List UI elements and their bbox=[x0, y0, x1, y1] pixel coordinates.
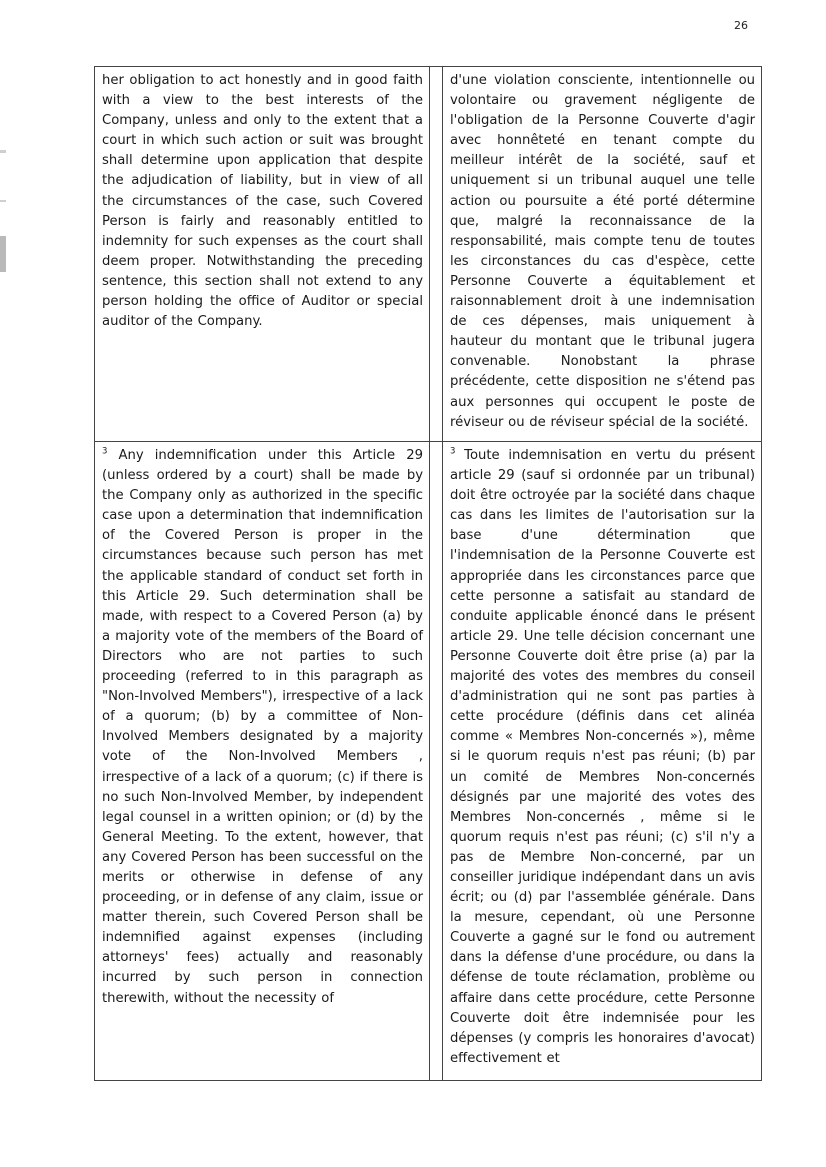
column-separator bbox=[430, 67, 443, 442]
french-text-cell bbox=[443, 442, 762, 1081]
paragraph-number: 3 bbox=[102, 446, 108, 457]
english-paragraph: her obligation to act honestly and in good faith with a view to the best interests of the Company, unless and only to the extent that a court in which such action or suit was brought shall determine upon application that despite the adjudication of liability, but in view of all the circumstances of the case, such Covered Person is fairly and reasonably entitled to indemnity for such expenses as the court shall deem proper. Notwithstanding the preceding sentence, this section shall not extend to any person holding the office of Auditor or special auditor of the Company. bbox=[102, 73, 423, 330]
table-row bbox=[95, 442, 762, 1081]
scan-artifact bbox=[0, 200, 6, 202]
scan-artifact bbox=[0, 150, 6, 153]
french-text-cell bbox=[443, 67, 762, 442]
english-paragraph: Any indemnification under this Article 29 (unless ordered by a court) shall be made by the Company only as authorized in the specific case upon a determination that indemnification of the Covered Person is proper in the circumstances because such person has met the applicable standard of conduct set forth in this Article 29. Such determination shall be made, with respect to a Covered Person (a) by a majority vote of the members of the Board of Directors who are not parties to such proceeding (referred to in this paragraph as "Non-Involved Members"), irrespective of a lack of a quorum; (b) by a committee of Non-Involved Members designated by a majority vote of the Non-Involved Members , irrespective of a lack of a quorum; (c) if there is no such Non-Involved Member, by independent legal counsel in a written opinion; or (d) by the General Meeting. To the extent, however, that any Covered Person has been successful on the merits or otherwise in defense of any proceeding, or in defense of any claim, issue or matter therein, such Covered Person shall be indemnified against expenses (including attorneys' fees) actually and reasonably incurred by such person in connection therewith, without the necessity of bbox=[102, 448, 423, 1006]
english-text-cell bbox=[95, 67, 430, 442]
french-paragraph: Toute indemnisation en vertu du présent article 29 (sauf si ordonnée par un tribunal) doit être octroyée par la société dans chaque cas dans les limites de l'autorisation sur la base d'une détermination que l'indemnisation de la Personne Couverte est appropriée dans les circonstances parce que cette personne a satisfait au standard de conduite applicable énoncé dans le présent article 29. Une telle décision concernant une Personne Couverte doit être prise (a) par la majorité des votes des membres du conseil d'administration qui ne sont pas parties à cette procédure (définis dans cet alinéa comme « Membres Non-concernés »), même si le quorum requis n'est pas réuni; (b) par un comité de Membres Non-concernés désignés par une majorité des votes des Membres Non-concernés , même si le quorum requis n'est pas réuni; (c) s'il n'y a pas de Membre Non-concerné, par un conseiller juridique indépendant dans un avis écrit; ou (d) par l'assemblée générale. Dans la mesure, cependant, où une Personne Couverte a gagné sur le fond ou autrement dans la défense d'une procédure, ou dans la défense de toute réclamation, problème ou affaire dans cette procédure, cette Personne Couverte doit être indemnisée pour les dépenses (y compris les honoraires d'avocat) effectivement et bbox=[450, 448, 755, 1066]
table-row bbox=[95, 67, 762, 442]
bilingual-articles-table bbox=[94, 66, 762, 1081]
column-separator bbox=[430, 442, 443, 1081]
english-text-cell bbox=[95, 442, 430, 1081]
paragraph-number: 3 bbox=[450, 446, 456, 457]
french-paragraph: d'une violation consciente, intentionnelle ou volontaire ou gravement négligente de l'obligation de la Personne Couverte d'agir avec honnêteté en tenant compte du meilleur intérêt de la société, sauf et uniquement si un tribunal auquel une telle action ou poursuite a été porté détermine que, malgré la reconnaissance de la responsabilité, mais compte tenu de toutes les circonstances du cas d'espèce, cette Personne Couverte a équitablement et raisonnablement droit à une indemnisation de ces dépenses, mais uniquement à hauteur du montant que le tribunal jugera convenable. Nonobstant la phrase précédente, cette disposition ne s'étend pas aux personnes qui occupent le poste de réviseur ou de réviseur spécial de la société. bbox=[450, 73, 755, 430]
scan-artifact bbox=[0, 236, 6, 272]
page-number: 26 bbox=[734, 19, 748, 32]
